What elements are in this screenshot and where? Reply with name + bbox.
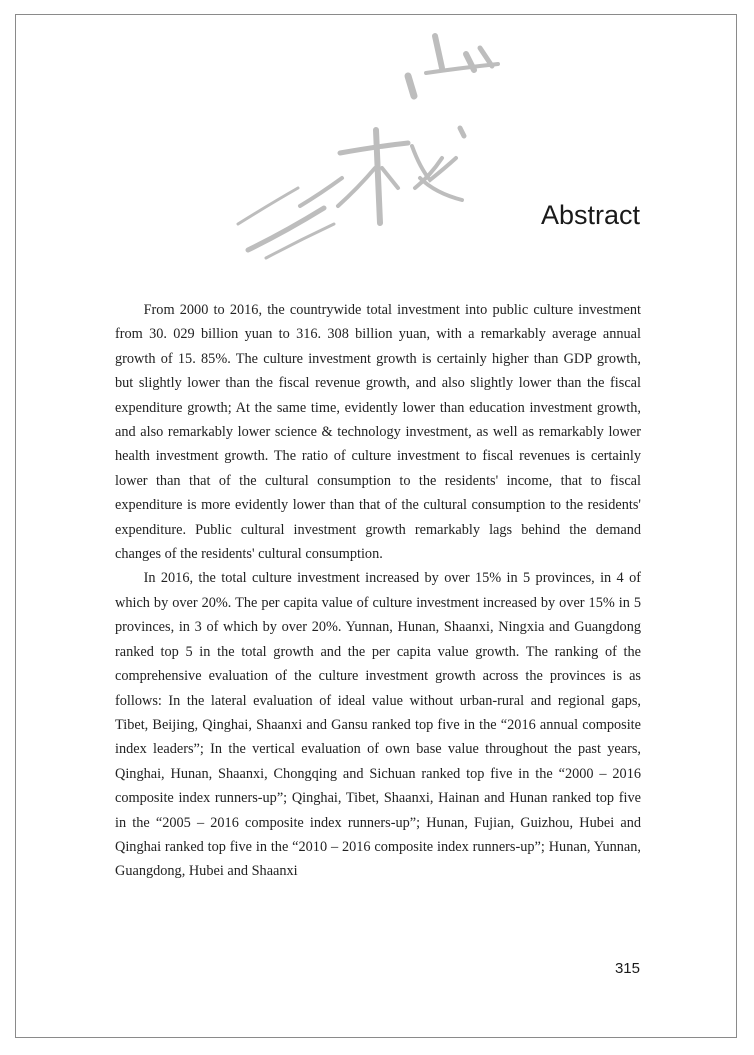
page-number: 315 <box>614 960 640 977</box>
abstract-body <box>115 298 641 884</box>
abstract-paragraph-1: From 2000 to 2016, the countrywide total investment into public culture investment from 30. 029 billion yuan to 316. 308 billion yuan, with a remarkably average annual growth of 15. 85%. The culture investment growth is certainly higher than GDP growth, but slightly lower than the fiscal revenue growth, and also slightly lower than the fiscal expenditure growth; At the same time, evidently lower than education investment growth, and also remarkably lower science & technology investment, as well as remarkably lower health investment growth. The ratio of culture investment to fiscal revenues is certainly lower than that of the cultural consumption to the residents' income, that to fiscal expenditure is more evidently lower than that of the cultural consumption to the residents' expenditure. Public cultural investment growth remarkably lags behind the demand changes of the residents' cultural consumption. <box>115 302 641 563</box>
abstract-title: Abstract <box>540 200 640 230</box>
watermark-calligraphy <box>230 18 530 278</box>
abstract-paragraph-2: In 2016, the total culture investment increased by over 15% in 5 provinces, in 4 of which by over 20%. The per capita value of culture investment increased by over 15% in 5 provinces, in 3 of which by over 20%. Yunnan, Hunan, Shaanxi, Ningxia and Guangdong ranked top 5 in the total growth and the per capita value growth. The ranking of the comprehensive evaluation of the culture investment growth across the provinces is as follows: In the lateral evaluation of ideal value without urban-rural and regional gaps, Tibet, Beijing, Qinghai, Shaanxi and Gansu ranked top five in the “2016 annual composite index leaders”; In the vertical evaluation of own base value throughout the past years, Qinghai, Hunan, Shaanxi, Chongqing and Sichuan ranked top five in the “2000 – 2016 composite index runners-up”; Qinghai, Tibet, Shaanxi, Hainan and Hunan ranked top five in the “2005 – 2016 composite index runners-up”; Hunan, Fujian, Guizhou, Hubei and Qinghai ranked top five in the “2010 – 2016 composite index runners-up”; Hunan, Yunnan, Guangdong, Hubei and Shaanxi <box>115 570 641 880</box>
